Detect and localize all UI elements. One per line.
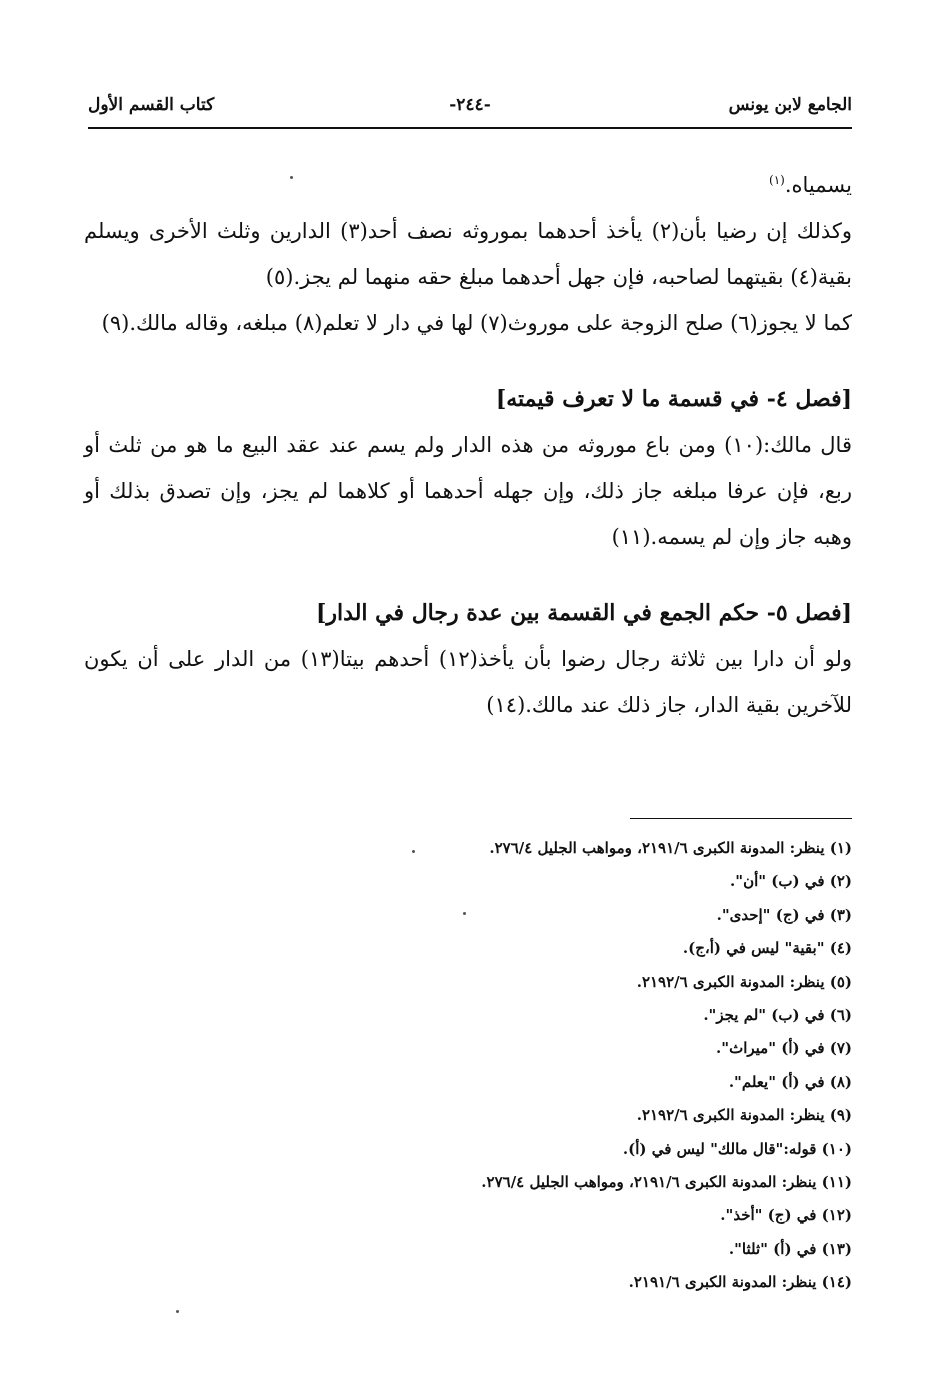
section-heading-5: [فصل ٥- حكم الجمع في القسمة بين عدة رجال في الدار] [316, 600, 852, 626]
section-heading-4: [فصل ٤- في قسمة ما لا تعرف قيمته] [495, 386, 852, 412]
running-header [88, 95, 852, 129]
footnote-13: (١٣) في (أ) "ثلثا". [728, 1239, 852, 1258]
footnote-7: (٧) في (أ) "ميراث". [716, 1039, 852, 1058]
header-rule [88, 127, 852, 129]
footnote-4: (٤) "بقية" ليس في (أ،ج). [682, 939, 852, 958]
scan-speck [290, 176, 293, 179]
scan-speck [176, 1310, 179, 1313]
footnote-5: (٥) ينظر: المدونة الكبرى ٢١٩٢/٦. [636, 972, 852, 991]
paragraph-5: ولو أن دارا بين ثلاثة رجال رضوا بأن يأخذ(١٢) أحدهم بيتا(١٣) من الدار على أن يكون للآخرين بقية الدار، جاز ذلك عند مالك.(١٤) [84, 647, 852, 717]
paragraph-3: كما لا يجوز(٦) صلح الزوجة على موروث(٧) لها في دار لا تعلم(٨) مبلغه، وقاله مالك.(٩) [101, 311, 852, 335]
footnote-14: (١٤) ينظر: المدونة الكبرى ٢١٩١/٦. [628, 1273, 852, 1292]
footnote-3: (٣) في (ج) "إحدى". [716, 905, 852, 924]
footnote-11: (١١) ينظر: المدونة الكبرى ٢١٩١/٦، ومواهب الجليل ٢٧٦/٤. [481, 1172, 852, 1191]
footnotes [84, 832, 852, 1299]
paragraph-1: يسمياه.$^{(١)}$ [769, 173, 852, 197]
footnote-6: (٦) في (ب) "لم يجز". [703, 1005, 852, 1024]
scan-speck [412, 850, 415, 853]
footnote-1: (١) ينظر: المدونة الكبرى ٢١٩١/٦، ومواهب الجليل ٢٧٦/٤. [489, 839, 852, 857]
scan-speck [463, 912, 466, 915]
paragraph-4: قال مالك:(١٠) ومن باع موروثه من هذه الدار ولم يسم عند عقد البيع ما هو من ثلث أو ربع، فإن عرفا مبلغه جاز ذلك، وإن جهله أحدهما أو كلاهما لم يجز، وإن تصدق بذلك أو وهبه جاز وإن لم يسمه.(١١) [84, 433, 852, 549]
footnote-2: (٢) في (ب) "أن". [730, 872, 852, 891]
footnote-9: (٩) ينظر: المدونة الكبرى ٢١٩٢/٦. [636, 1106, 852, 1125]
footnote-separator [630, 818, 852, 819]
header-book-title: الجامع لابن يونس [728, 95, 852, 115]
header-section-title: كتاب القسم الأول [88, 95, 215, 115]
footnote-12: (١٢) في (ج) "أخذ". [720, 1206, 852, 1225]
paragraph-2: وكذلك إن رضيا بأن(٢) يأخذ أحدهما بموروثه نصف أحد(٣) الدارين وثلث الأخرى ويسلم بقية(٤) بقيتهما لصاحبه، فإن جهل أحدهما مبلغ حقه منهما لم يجز.(٥) [84, 219, 853, 289]
footnote-8: (٨) في (أ) "يعلم". [728, 1072, 852, 1091]
footnote-10: (١٠) قوله:"قال مالك" ليس في (أ). [622, 1139, 852, 1158]
main-text [84, 162, 852, 728]
page-number: -٢٤٤- [449, 95, 491, 115]
